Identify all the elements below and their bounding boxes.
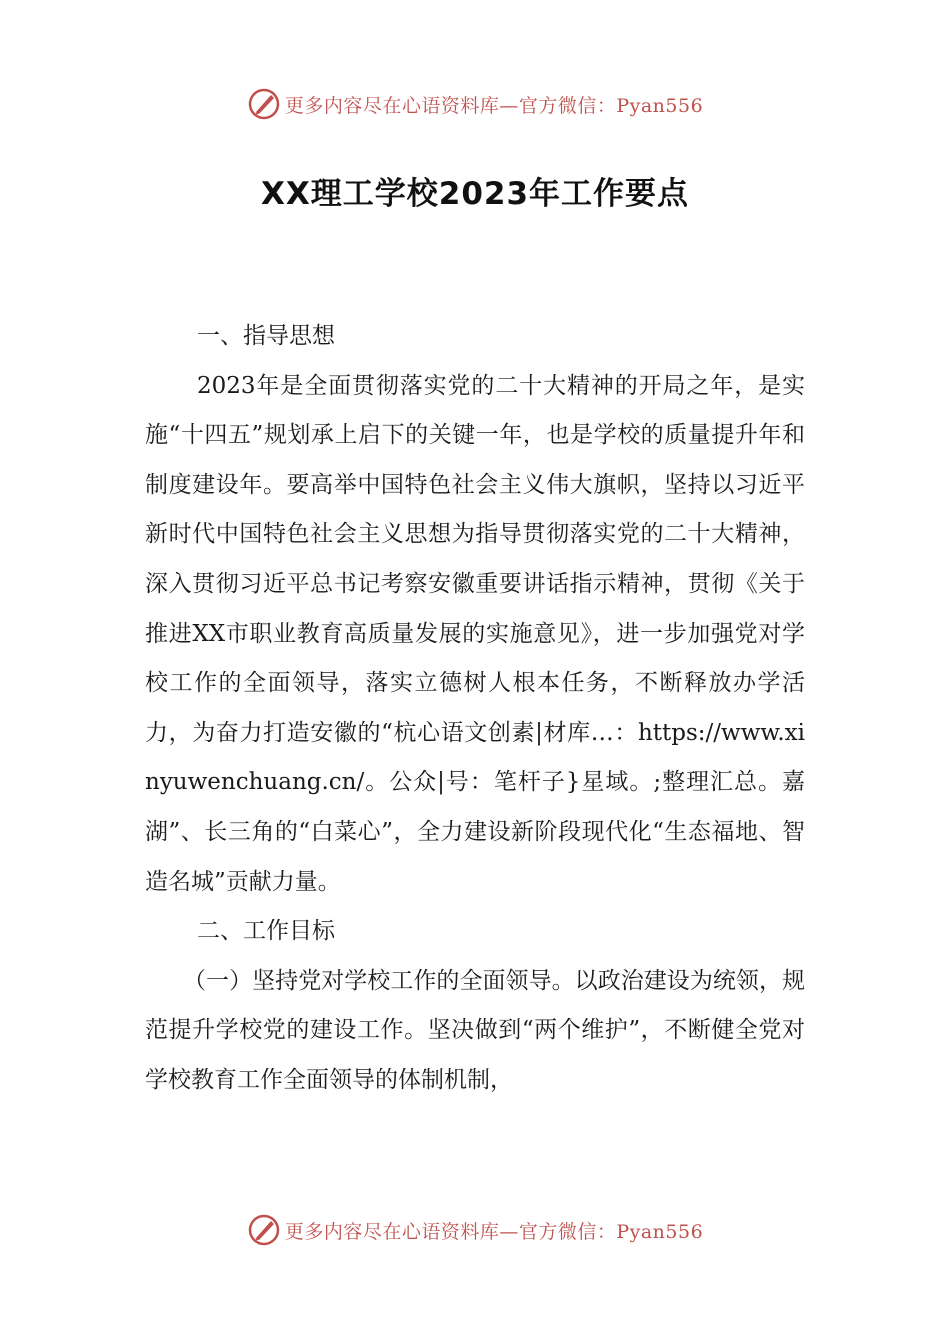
header-banner (0, 84, 950, 124)
header-banner-text: 更多内容尽在心语资料库—官方微信：Pyan556 (284, 94, 704, 117)
section-heading-work-goals: 二、工作目标 (197, 918, 335, 945)
paragraph-guiding-ideology: 2023年是全面贯彻落实党的二十大精神的开局之年，是实施“十四五”规划承上启下的关键一年，也是学校的质量提升年和制度建设年。要高举中国特色社会主义伟大旗帜，坚持以习近平新时代中国特色社会主义思想为指导贯彻落实党的二十大精神，深入贯彻习近平总书记考察安徽重要讲话指示精神，贯彻《关于推进XX市职业教育高质量发展的实施意见》，进一步加强党对学校工作的全面领导，落实立德树人根本任务，不断释放办学活力，为奋力打造安徽的“杭心语文创素|材库…：https://www.xinyuwenchuang.cn/。公众|号：笔杆子}星域。;整理汇总。嘉湖”、长三角的“白菜心”，全力建设新阶段现代化“生态福地、智造名城”贡献力量。 (145, 372, 805, 895)
section-heading-guiding-ideology: 一、指导思想 (197, 323, 335, 349)
quill-pen-logo-icon (247, 1213, 281, 1247)
document-body (145, 312, 805, 1106)
paragraph-party-leadership: （一）坚持党对学校工作的全面领导。以政治建设为统领，规范提升学校党的建设工作。坚决做到“两个维护”，不断健全党对学校教育工作全面领导的体制机制， (145, 967, 805, 1093)
footer-banner (0, 1210, 950, 1250)
document-title: XX理工学校2023年工作要点 (260, 176, 690, 212)
footer-banner-text: 更多内容尽在心语资料库—官方微信：Pyan556 (284, 1220, 704, 1243)
quill-pen-logo-icon (247, 87, 281, 121)
